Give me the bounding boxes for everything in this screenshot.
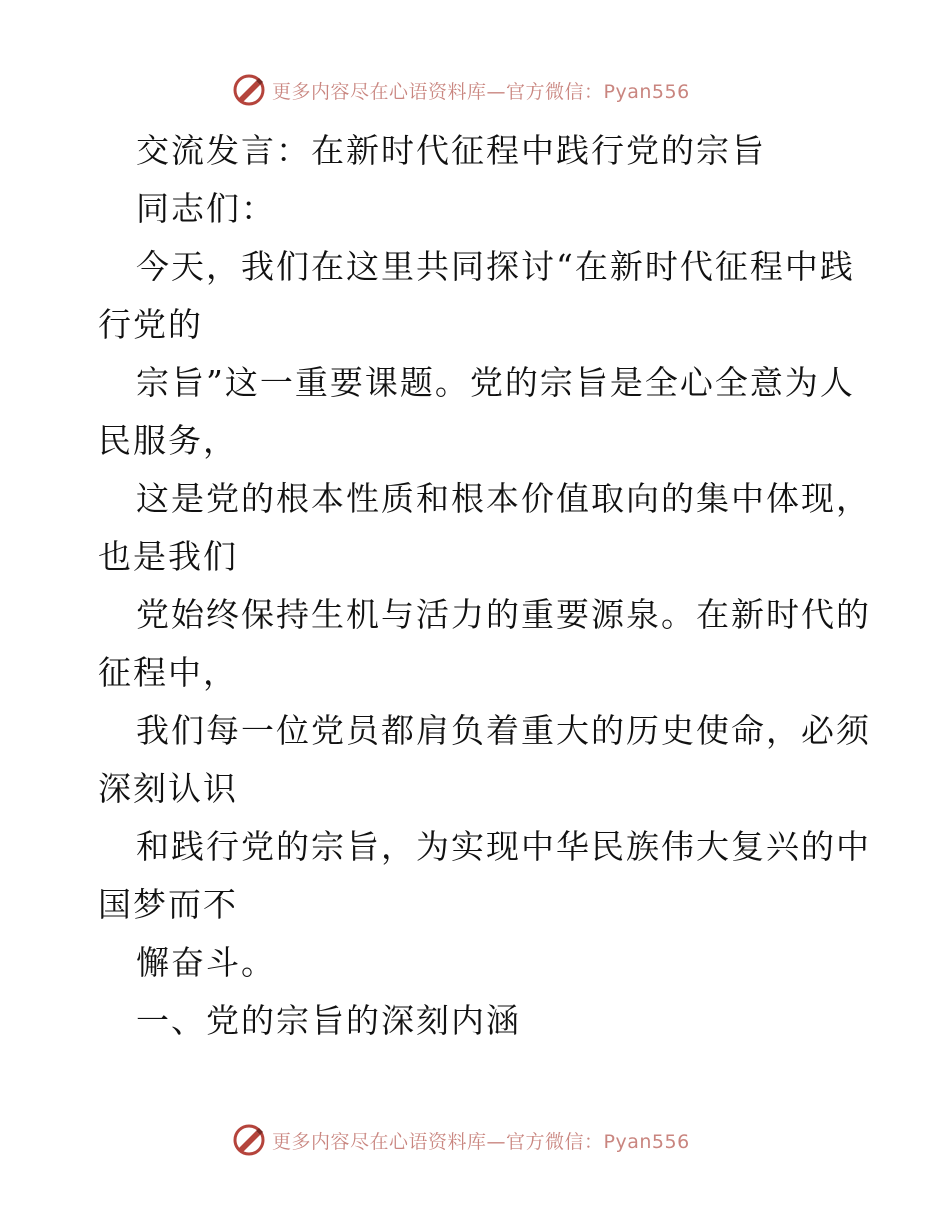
pen-circle-icon <box>232 73 266 107</box>
section-heading: 一、党的宗旨的深刻内涵 <box>136 1001 521 1040</box>
paragraph-line: 党始终保持生机与活力的重要源泉。在新时代的 <box>136 595 871 634</box>
paragraph-line: 我们每一位党员都肩负着重大的历史使命，必须 <box>136 711 871 750</box>
paragraph-line: 深刻认识 <box>98 769 238 808</box>
paragraph-line: 民服务， <box>98 421 238 460</box>
paragraph-line: 今天，我们在这里共同探讨“在新时代征程中践 <box>136 247 855 286</box>
document-body <box>98 122 871 1050</box>
paragraph-line: 这是党的根本性质和根本价值取向的集中体现， <box>136 479 871 518</box>
header-watermark <box>232 70 752 110</box>
header-watermark-text: 更多内容尽在心语资料库—官方微信：Pyan556 <box>272 80 690 103</box>
document-title: 交流发言：在新时代征程中践行党的宗旨 <box>136 131 766 170</box>
footer-watermark-text: 更多内容尽在心语资料库—官方微信：Pyan556 <box>272 1130 690 1153</box>
paragraph-line: 懈奋斗。 <box>136 943 276 982</box>
paragraph-line: 也是我们 <box>98 537 238 576</box>
footer-watermark <box>232 1120 752 1160</box>
paragraph-line: 国梦而不 <box>98 885 238 924</box>
paragraph-line: 行党的 <box>98 305 203 344</box>
salutation: 同志们： <box>136 189 276 228</box>
paragraph-line: 征程中， <box>98 653 238 692</box>
paragraph-line: 和践行党的宗旨，为实现中华民族伟大复兴的中 <box>136 827 871 866</box>
pen-circle-icon <box>232 1123 266 1157</box>
paragraph-line: 宗旨”这一重要课题。党的宗旨是全心全意为人 <box>136 363 855 402</box>
